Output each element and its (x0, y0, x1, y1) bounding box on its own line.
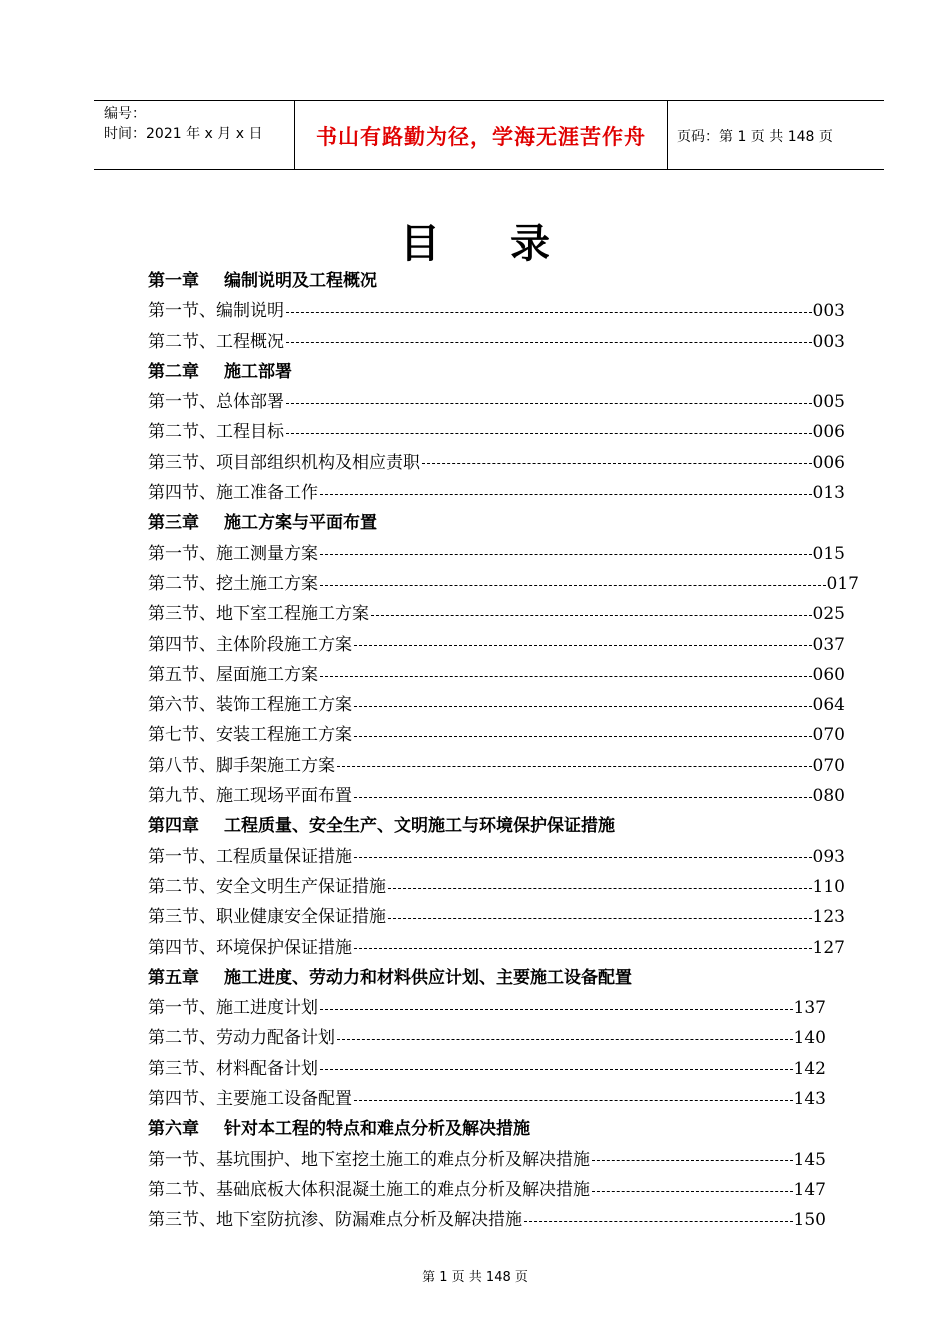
section-title: 第四节、主体阶段施工方案 (148, 634, 352, 655)
section-page: 013 (812, 483, 845, 504)
dot-leader (320, 494, 812, 495)
section-page: 137 (793, 998, 826, 1019)
dot-leader (371, 615, 812, 616)
toc-section (148, 327, 845, 357)
toc-section (148, 933, 845, 963)
chapter-title: 施工方案与平面布置 (224, 513, 377, 534)
section-title: 第三节、地下室防抗渗、防漏难点分析及解决措施 (148, 1210, 522, 1231)
toc-section (148, 781, 845, 811)
dot-leader (592, 1160, 793, 1161)
time-label: 时间：2021 年 x 月 x 日 (104, 126, 263, 142)
chapter-title: 针对本工程的特点和难点分析及解决措施 (224, 1119, 530, 1140)
toc-section (148, 660, 845, 690)
section-page: 064 (812, 695, 845, 716)
section-title: 第一节、施工进度计划 (148, 998, 318, 1019)
chapter-number: 第四章 (148, 816, 199, 837)
dot-leader (354, 736, 812, 737)
toc-section (148, 690, 845, 720)
toc-chapter (148, 357, 868, 387)
section-title: 第二节、挖土施工方案 (148, 573, 318, 594)
dot-leader (592, 1191, 793, 1192)
section-page: 150 (793, 1210, 826, 1231)
toc-section (148, 872, 845, 902)
toc-section (148, 599, 845, 629)
dot-leader (320, 1069, 793, 1070)
dot-leader (354, 797, 812, 798)
dot-leader (354, 706, 812, 707)
toc-section (148, 387, 845, 417)
section-title: 第二节、工程概况 (148, 331, 284, 352)
toc-section (148, 720, 845, 750)
toc-section (148, 417, 845, 447)
section-page: 093 (812, 846, 845, 867)
dot-leader (320, 585, 826, 586)
chapter-number: 第三章 (148, 513, 199, 534)
dot-leader (354, 645, 812, 646)
page-info: 页码：第 1 页 共 148 页 (677, 129, 833, 145)
dot-leader (524, 1221, 793, 1222)
dot-leader (422, 463, 812, 464)
dot-leader (354, 1100, 793, 1101)
header-page-cell (667, 101, 884, 169)
section-page: 127 (812, 937, 845, 958)
section-page: 143 (793, 1089, 826, 1110)
section-title: 第六节、装饰工程施工方案 (148, 695, 352, 716)
toc-section (148, 902, 845, 932)
section-page: 006 (812, 422, 845, 443)
section-page: 003 (812, 331, 845, 352)
chapter-number: 第六章 (148, 1119, 199, 1140)
toc-section (148, 993, 826, 1023)
section-page: 123 (812, 907, 845, 928)
dot-leader (388, 888, 812, 889)
section-title: 第三节、项目部组织机构及相应责职 (148, 452, 420, 473)
chapter-title: 施工进度、劳动力和材料供应计划、主要施工设备配置 (224, 967, 632, 988)
section-page: 142 (793, 1058, 826, 1079)
section-page: 070 (812, 725, 845, 746)
section-title: 第二节、基础底板大体积混凝土施工的难点分析及解决措施 (148, 1179, 590, 1200)
toc-chapter (148, 266, 868, 296)
section-page: 140 (793, 1028, 826, 1049)
section-title: 第四节、施工准备工作 (148, 483, 318, 504)
section-title: 第八节、脚手架施工方案 (148, 755, 335, 776)
chapter-number: 第五章 (148, 967, 199, 988)
section-title: 第四节、主要施工设备配置 (148, 1089, 352, 1110)
dot-leader (286, 342, 812, 343)
toc-section (148, 539, 845, 569)
toc-section (148, 751, 845, 781)
section-page: 003 (812, 301, 845, 322)
toc-section (148, 569, 859, 599)
section-title: 第一节、工程质量保证措施 (148, 846, 352, 867)
chapter-number: 第一章 (148, 271, 199, 291)
document-header (94, 100, 884, 170)
section-page: 015 (812, 543, 845, 564)
toc-section (148, 1023, 826, 1053)
section-title: 第一节、总体部署 (148, 392, 284, 413)
dot-leader (320, 554, 812, 555)
section-page: 017 (826, 573, 859, 594)
section-page: 037 (812, 634, 845, 655)
chapter-title: 施工部署 (224, 361, 292, 382)
section-title: 第九节、施工现场平面布置 (148, 786, 352, 807)
section-title: 第三节、材料配备计划 (148, 1058, 318, 1079)
section-page: 147 (793, 1179, 826, 1200)
section-page: 005 (812, 392, 845, 413)
toc-section (148, 630, 845, 660)
dot-leader (320, 676, 812, 677)
section-page: 110 (812, 876, 845, 897)
section-title: 第三节、地下室工程施工方案 (148, 604, 369, 625)
dot-leader (337, 766, 812, 767)
header-meta (94, 101, 294, 169)
section-title: 第二节、工程目标 (148, 422, 284, 443)
section-page: 025 (812, 604, 845, 625)
section-page: 070 (812, 755, 845, 776)
toc-chapter (148, 811, 868, 841)
toc-section (148, 296, 845, 326)
dot-leader (337, 1039, 793, 1040)
dot-leader (286, 312, 812, 313)
page-title (0, 212, 950, 269)
dot-leader (354, 857, 812, 858)
header-motto-cell (294, 101, 668, 169)
section-title: 第一节、编制说明 (148, 301, 284, 322)
section-title: 第一节、施工测量方案 (148, 543, 318, 564)
dot-leader (286, 433, 812, 434)
toc-chapter (148, 508, 868, 538)
section-page: 060 (812, 664, 845, 685)
section-title: 第四节、环境保护保证措施 (148, 937, 352, 958)
dot-leader (286, 403, 812, 404)
chapter-number: 第二章 (148, 361, 199, 382)
table-of-contents (148, 266, 868, 1236)
section-page: 006 (812, 452, 845, 473)
section-title: 第七节、安装工程施工方案 (148, 725, 352, 746)
toc-section (148, 448, 845, 478)
section-title: 第三节、职业健康安全保证措施 (148, 907, 386, 928)
section-title: 第五节、屋面施工方案 (148, 664, 318, 685)
motto: 书山有路勤为径，学海无涯苦作舟 (316, 125, 646, 149)
toc-chapter (148, 1114, 868, 1144)
toc-section (148, 1054, 826, 1084)
dot-leader (354, 948, 812, 949)
page-footer: 第 1 页 共 148 页 (422, 1270, 528, 1285)
chapter-title: 编制说明及工程概况 (224, 271, 377, 291)
section-title: 第二节、劳动力配备计划 (148, 1028, 335, 1049)
toc-chapter (148, 963, 868, 993)
toc-section (148, 1084, 826, 1114)
toc-section (148, 1145, 826, 1175)
section-title: 第一节、基坑围护、地下室挖土施工的难点分析及解决措施 (148, 1149, 590, 1170)
section-page: 145 (793, 1149, 826, 1170)
toc-section (148, 842, 845, 872)
page-title-text: 目录 (400, 221, 620, 267)
chapter-title: 工程质量、安全生产、文明施工与环境保护保证措施 (224, 816, 615, 837)
toc-section (148, 1175, 826, 1205)
number-label: 编号： (104, 106, 146, 122)
toc-section (148, 478, 845, 508)
dot-leader (320, 1009, 793, 1010)
dot-leader (388, 918, 812, 919)
section-title: 第二节、安全文明生产保证措施 (148, 876, 386, 897)
section-page: 080 (812, 786, 845, 807)
toc-section (148, 1205, 826, 1235)
